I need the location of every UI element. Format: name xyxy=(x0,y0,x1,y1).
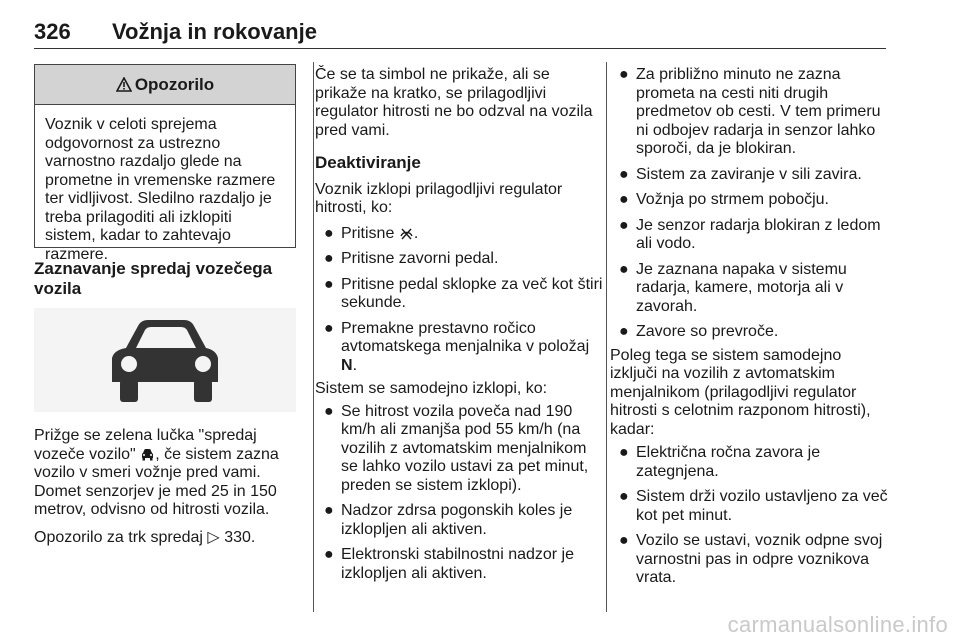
bullet: ● xyxy=(619,260,629,278)
list-item xyxy=(610,488,890,525)
bullet: ● xyxy=(619,532,629,549)
list-item xyxy=(315,276,603,313)
list-item xyxy=(315,546,603,583)
list-item xyxy=(610,66,890,159)
bullet: ● xyxy=(324,319,334,337)
section-heading-front-vehicle: Zaznavanje spredaj vozečega vozila xyxy=(34,259,273,298)
automatic-transmission-paragraph: Poleg tega se sistem samodejno izključi na vozilih z avtomatskim menjalnikom (prilagodljivi regulator hitrosti s celotnim razponom hitrosti), kadar: xyxy=(610,346,871,438)
column-3 xyxy=(610,66,890,588)
cruise-control-cancel-icon xyxy=(399,227,414,240)
list-item xyxy=(610,323,890,342)
collision-reference xyxy=(34,529,302,548)
bullet: ● xyxy=(324,546,334,563)
list-item-text: Vožnja po strmem pobočju. xyxy=(636,191,829,208)
bullet: ● xyxy=(324,224,334,242)
section-heading-deactivation: Deaktiviranje xyxy=(315,153,421,172)
warning-label: Opozorilo xyxy=(134,74,215,94)
bullet: ● xyxy=(619,66,629,83)
paragraph-text-cont: , če sistem zazna vozilo v smeri vožnje pred vami. Domet senzorjev je med 25 in 150 metrov, odvisno od hitrosti vozila. xyxy=(34,445,279,518)
warning-header xyxy=(35,65,295,105)
list-item xyxy=(610,444,890,481)
bullet: ● xyxy=(619,216,629,234)
warning-box xyxy=(34,64,296,263)
paragraph-text: Prižge se zelena lučka "spredaj vozeče vozilo" xyxy=(34,427,257,463)
deactivation-intro: Voznik izklopi prilagodljivi regulator hitrosti, ko: xyxy=(315,180,563,216)
list-item xyxy=(610,261,890,317)
page-header xyxy=(34,10,886,49)
list-item-text: Nadzor zdrsa pogonskih koles je izklopljen ali aktiven. xyxy=(341,502,573,538)
vehicle-ahead-illustration xyxy=(34,308,296,412)
column-divider-1 xyxy=(313,62,314,612)
column-1-text xyxy=(34,427,302,547)
bullet: ● xyxy=(324,502,334,519)
bullet: ● xyxy=(619,165,629,183)
column-1 xyxy=(34,259,300,298)
reference-text: Opozorilo za trk spredaj xyxy=(34,528,203,546)
warning-text: Voznik v celoti sprejema odgovornost za ustrezno varnostno razdaljo glede na prometne in vremenske razmere ter vidljivost. Sledilno razdaljo je treba prilagoditi ali izklopiti sistem, kadar to zahtevajo razmere. xyxy=(45,116,276,263)
list-item-text: Električna ročna zavora je zategnjena. xyxy=(636,444,821,480)
intro-paragraph: Če se ta simbol ne prikaže, ali se prikaže na kratko, se prilagodljivi regulator hitrosti ne bo odzval na vozila pred vami. xyxy=(315,66,593,139)
vehicle-ahead-icon xyxy=(140,448,155,461)
list-item-text: Je zaznana napaka v sistemu radarja, kamere, motorja ali v zavorah. xyxy=(636,260,847,315)
list-item xyxy=(315,403,603,496)
reference-page[interactable]: 330. xyxy=(224,528,256,546)
bullet: ● xyxy=(619,323,629,340)
list-item-text: Je senzor radarja blokiran z ledom ali vodo. xyxy=(636,216,881,252)
column-2 xyxy=(315,66,603,583)
page-number: 326 xyxy=(34,19,71,44)
list-item-text: Zavore so prevroče. xyxy=(636,323,779,340)
list-item xyxy=(315,250,603,269)
column-divider-2 xyxy=(606,62,607,612)
car-front-icon xyxy=(34,308,296,412)
page-reference-arrow-icon: ▷ xyxy=(207,528,220,546)
bullet: ● xyxy=(324,250,334,267)
list-item-text: Elektronski stabilnostni nadzor je izklopljen ali aktiven. xyxy=(341,546,575,582)
list-item-text: Vozilo se ustavi, voznik odpne svoj varnostni pas in odpre voznikova vrata. xyxy=(636,532,883,586)
auto-off-intro: Sistem se samodejno izklopi, ko: xyxy=(315,380,548,397)
list-item-text: Sistem drži vozilo ustavljeno za več kot pet minut. xyxy=(636,488,888,524)
page-title: Vožnja in rokovanje xyxy=(112,19,317,44)
bullet: ● xyxy=(619,444,629,461)
front-vehicle-paragraph xyxy=(34,427,302,520)
list-item xyxy=(610,217,890,254)
bullet: ● xyxy=(324,275,334,293)
bullet: ● xyxy=(619,488,629,505)
list-item-text-end: . xyxy=(413,224,419,242)
list-item xyxy=(315,320,603,376)
list-item-text: Pritisne pedal sklopke za več kot štiri sekunde. xyxy=(341,275,603,311)
watermark: carmanualsonline.info xyxy=(727,612,948,637)
list-item-text: Za približno minuto ne zazna prometa na cesti niti drugih predmetov ob cesti. V tem primeru ni odbojev radarja in senzor lahko sporoči, da je blokiran. xyxy=(636,66,881,157)
list-item-text: Pritisne xyxy=(341,224,395,242)
bullet: ● xyxy=(619,191,629,208)
list-item xyxy=(610,166,890,185)
list-item-text: Se hitrost vozila poveča nad 190 km/h ali zmanjša pod 55 km/h (na vozilih z avtomatskim menjalnikom se lahko vozilo ustavi za pet minut, preden se sistem izklopi). xyxy=(341,402,589,494)
list-item-text: Premakne prestavno ročico avtomatskega menjalnika v položaj xyxy=(341,319,590,355)
list-item-text: Sistem za zaviranje v sili zavira. xyxy=(636,165,862,183)
bullet: ● xyxy=(324,402,334,420)
list-item-text-end: . xyxy=(352,356,358,374)
list-item-text: Pritisne zavorni pedal. xyxy=(341,250,499,267)
warning-triangle-icon xyxy=(116,77,132,92)
list-item xyxy=(315,225,603,244)
list-item xyxy=(610,532,890,588)
gear-position-label: N xyxy=(341,356,353,374)
list-item xyxy=(315,502,603,539)
list-item xyxy=(610,191,890,210)
